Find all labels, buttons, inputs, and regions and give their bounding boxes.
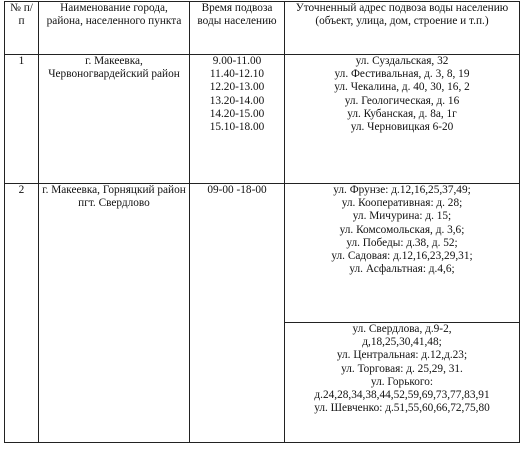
address-line: ул. Комсомольская, д. 3,6; bbox=[339, 223, 465, 236]
row-addresses bbox=[285, 184, 520, 323]
address-line: ул. Черновицкая 6-20 bbox=[350, 121, 454, 134]
address-line: д.24,28,34,38,44,52,59,69,73,77,83,91 bbox=[314, 389, 490, 402]
address-line: ул. Победы: д.38, д. 52; bbox=[346, 236, 458, 249]
header-time: Время подвоза воды населению bbox=[190, 2, 285, 55]
address-line: ул. Свердлова, д.9-2, bbox=[352, 323, 452, 335]
table-row bbox=[5, 184, 520, 323]
time-slot: 13.20-14.00 bbox=[209, 94, 265, 107]
time-slot: 11.40-12.10 bbox=[209, 68, 265, 81]
address-line: ул. Мичурина: д. 15; bbox=[352, 210, 452, 223]
table-header-row bbox=[5, 2, 520, 55]
address-line: ул. Горького: bbox=[370, 375, 434, 388]
time-slot: 9.00-11.00 bbox=[212, 55, 262, 67]
address-line: ул. Кооперативная: д. 28; bbox=[341, 197, 463, 210]
row-times bbox=[190, 55, 285, 184]
address-line: ул. Шевченко: д.51,55,60,66,72,75,80 bbox=[314, 402, 490, 415]
address-line: ул. Асфальтная: д.4,6; bbox=[349, 263, 455, 276]
header-num: № п/п bbox=[5, 2, 39, 55]
address-line: ул. Садовая: д.12,16,23,29,31; bbox=[331, 250, 473, 263]
address-line: ул. Фрунзе: д.12,16,25,37,49; bbox=[333, 184, 471, 196]
address-line: ул. Кубанская, д. 8а, 1г bbox=[347, 107, 457, 120]
address-line: ул. Торговая: д. 25,29, 31. bbox=[341, 362, 463, 375]
table-row bbox=[5, 55, 520, 184]
address-line: ул. Суздальская, 32 bbox=[355, 55, 449, 67]
locality-settlement: пгт. Свердлово bbox=[78, 197, 150, 210]
address-line: д,18,25,30,41,48; bbox=[362, 336, 442, 349]
row-number: 1 bbox=[5, 55, 39, 184]
address-line: ул. Фестивальная, д. 3, 8, 19 bbox=[334, 68, 470, 81]
header-address: Уточненный адрес подвоза воды населению (объект, улица, дом, строение и т.п.) bbox=[285, 2, 520, 55]
address-line: ул. Геологическая, д. 16 bbox=[344, 94, 460, 107]
row-addresses bbox=[285, 55, 520, 184]
row-locality bbox=[39, 184, 190, 443]
time-slot: 14.20-15.00 bbox=[209, 107, 265, 120]
address-line: ул. Чекалина, д. 40, 30, 16, 2 bbox=[334, 81, 470, 94]
row-addresses bbox=[285, 323, 520, 443]
header-name: Наименование города, района, населенного пункта bbox=[39, 2, 190, 55]
row-locality: г. Макеевка, Червоногвардейский район bbox=[39, 55, 190, 184]
address-line: ул. Центральная: д.12,д.23; bbox=[336, 349, 468, 362]
water-delivery-table bbox=[4, 1, 520, 443]
time-slot: 12.20-13.00 bbox=[209, 81, 265, 94]
locality-name: г. Макеевка, Горняцкий район bbox=[42, 184, 186, 196]
row-number: 2 bbox=[5, 184, 39, 443]
time-slot: 15.10-18.00 bbox=[209, 121, 265, 134]
row-times: 09-00 -18-00 bbox=[190, 184, 285, 443]
